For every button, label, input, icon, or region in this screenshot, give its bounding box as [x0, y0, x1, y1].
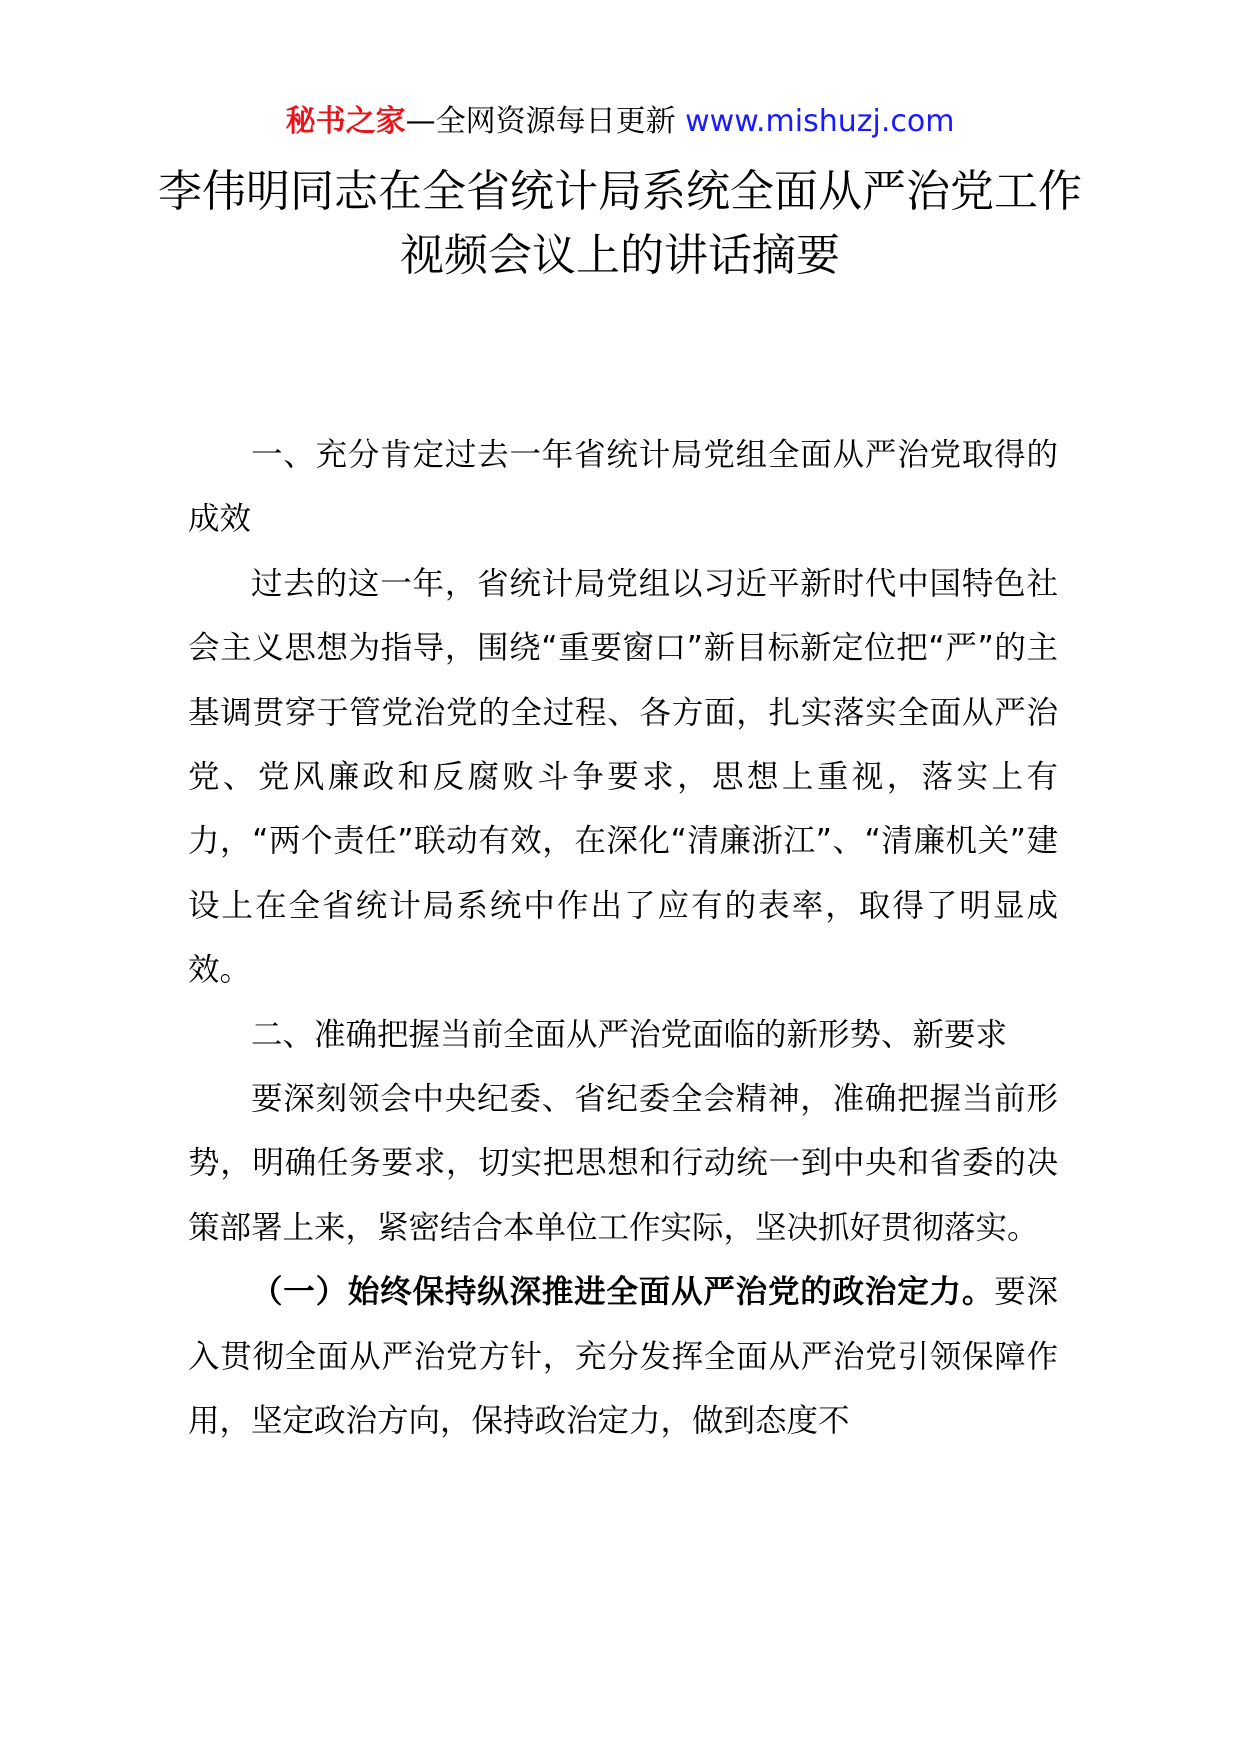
- section-heading-1: 一、充分肯定过去一年省统计局党组全面从严治党取得的成效: [188, 437, 1058, 538]
- document-body: [188, 423, 1058, 1454]
- header-slogan: —全网资源每日更新: [405, 104, 676, 139]
- subsection-heading: （一）始终保持纵深推进全面从严治党的政治定力。: [251, 1274, 995, 1311]
- body-paragraph: 要深刻领会中央纪委、省纪委全会精神，准确把握当前形势，明确任务要求，切实把思想和行动统一到中央和省委的决策部署上来，紧密结合本单位工作实际，坚决抓好贯彻落实。: [188, 1081, 1058, 1246]
- brand-name: 秘书之家: [285, 104, 406, 139]
- body-paragraph: [188, 1260, 1058, 1453]
- body-paragraph: 过去的这一年，省统计局党组以习近平新时代中国特色社会主义思想为指导，围绕“重要窗口”新目标新定位把“严”的主基调贯穿于管党治党的全过程、各方面，扎实落实全面从严治党、党风廉政和反腐败斗争要求，思想上重视，落实上有力，“两个责任”联动有效，在深化“清廉浙江”、“清廉机关”建设上在全省统计局系统中作出了应有的表率，取得了明显成效。: [188, 565, 1058, 989]
- document-title: 李伟明同志在全省统计局系统全面从严治党工作视频会议上的讲话摘要: [158, 166, 1082, 281]
- paragraph-text: 要深入贯彻全面从严治党方针，充分发挥全面从严治党引领保障作用，坚定政治方向，保持政治定力，做到态度不: [188, 1274, 1058, 1440]
- site-url-link[interactable]: www.mishuzj.com: [685, 104, 955, 139]
- site-header: [0, 100, 1240, 144]
- section-heading-2: 二、准确把握当前全面从严治党面临的新形势、新要求: [251, 1016, 1008, 1053]
